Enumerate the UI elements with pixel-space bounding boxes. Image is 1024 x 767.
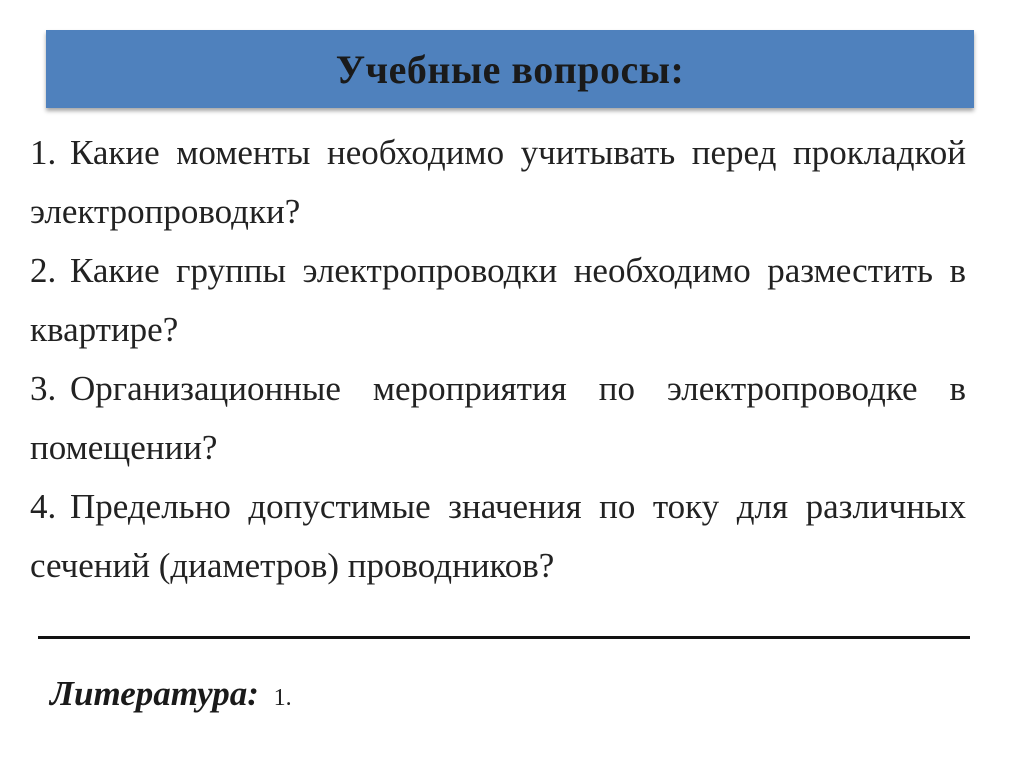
literature-section (50, 668, 292, 724)
question-item (30, 359, 966, 477)
question-number: 1. (30, 133, 57, 172)
question-text: Какие моменты необходимо учитывать перед прокладкой электропроводки? (30, 133, 966, 231)
question-text: Какие группы электропроводки необходимо разместить в квартире? (30, 251, 966, 349)
question-item (30, 123, 966, 241)
question-item (30, 241, 966, 359)
title-banner (46, 30, 974, 108)
question-text: Предельно допустимые значения по току для различных сечений (диаметров) проводников? (30, 487, 966, 585)
question-item (30, 477, 966, 595)
question-number: 2. (30, 251, 57, 290)
question-number: 3. (30, 369, 57, 408)
literature-item: 1. (273, 685, 292, 711)
question-list (30, 123, 966, 595)
question-number: 4. (30, 487, 57, 526)
page-title: Учебные вопросы: (335, 46, 685, 92)
question-text: Организационные мероприятия по электропроводке в помещении? (30, 369, 966, 467)
section-divider (38, 636, 970, 639)
literature-label: Литература: (50, 674, 259, 713)
